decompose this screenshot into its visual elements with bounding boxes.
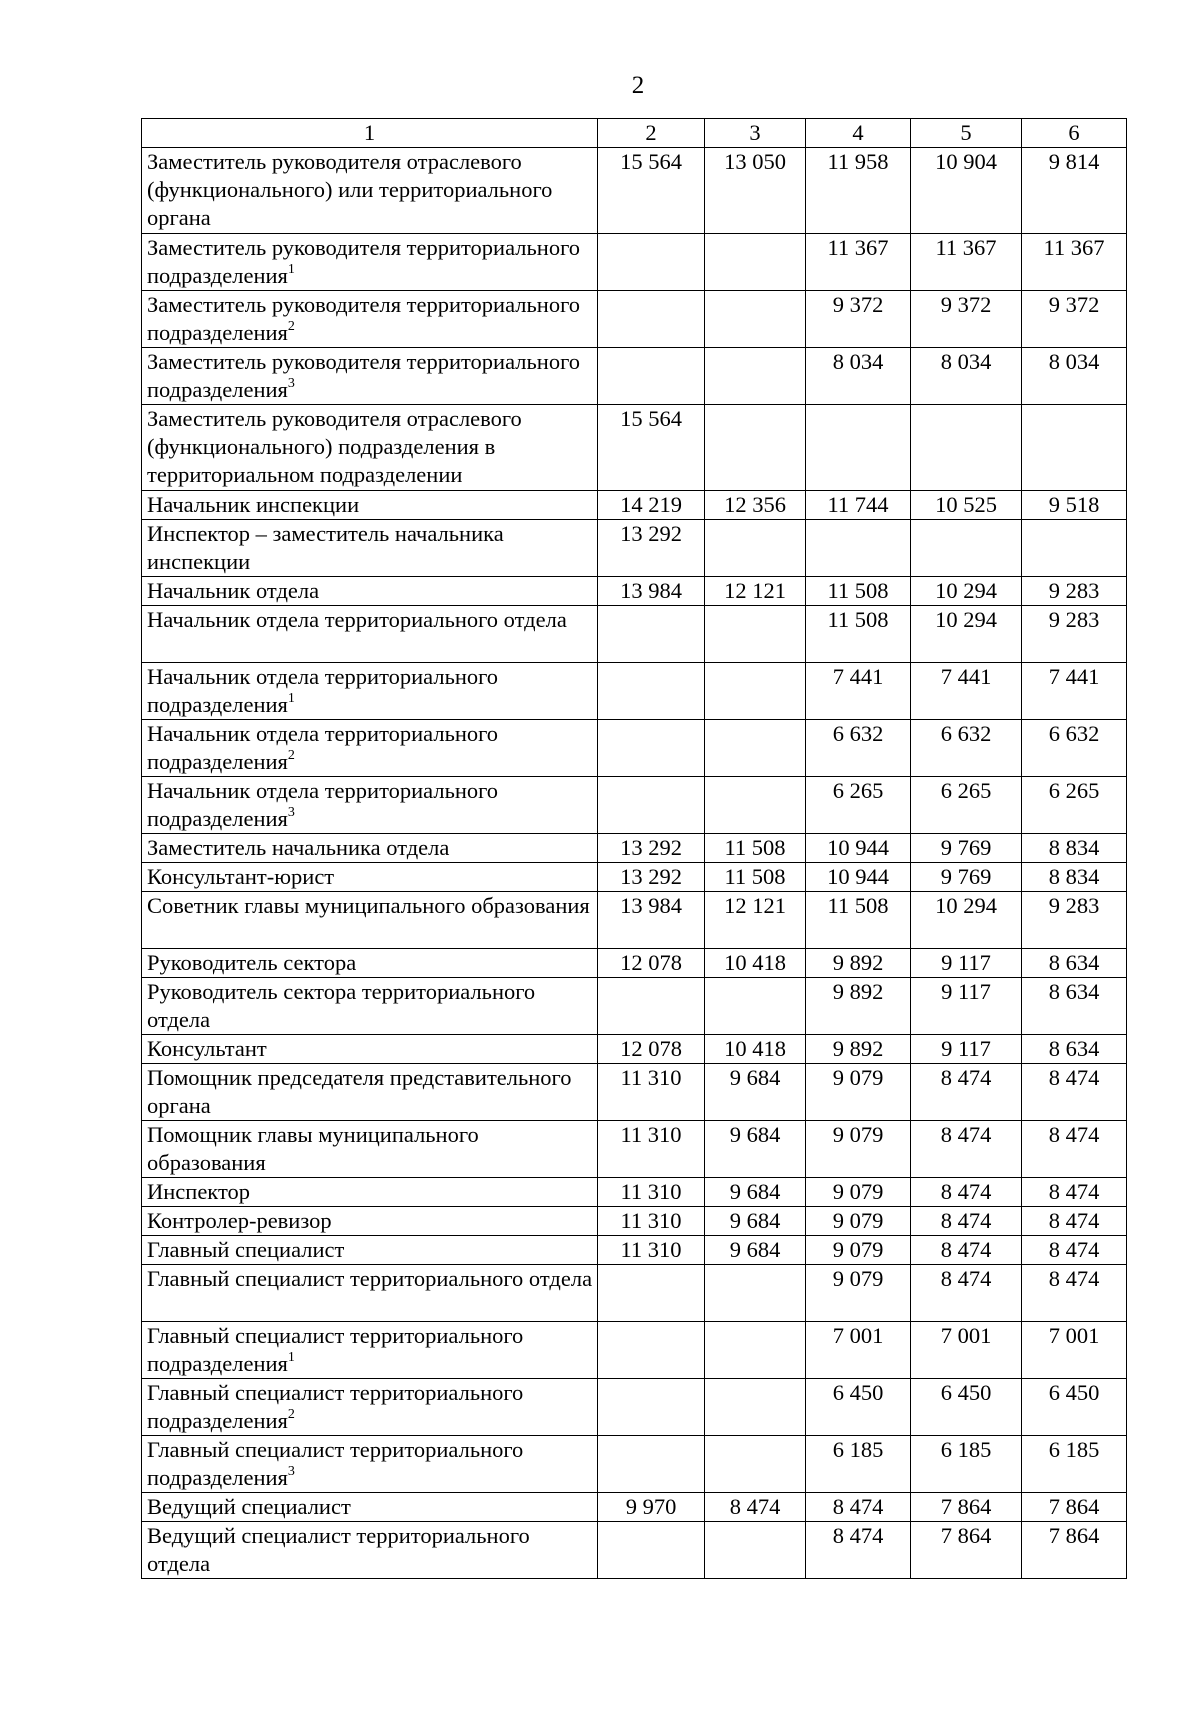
- table-row: [142, 863, 1127, 892]
- salary-cell-col-6: 8 834: [1022, 834, 1127, 863]
- salary-cell-col-6: 7 864: [1022, 1493, 1127, 1522]
- salary-cell-col-3: [705, 1265, 806, 1322]
- salary-cell-col-2: 13 292: [598, 834, 705, 863]
- table-row: [142, 1493, 1127, 1522]
- salary-cell-col-4: 9 892: [806, 1035, 911, 1064]
- table-row: [142, 405, 1127, 491]
- salary-cell-col-5: 9 117: [911, 978, 1022, 1035]
- position-name-text: Главный специалист территориального подразделения: [147, 1380, 524, 1433]
- position-name-text: Помощник главы муниципального образования: [147, 1122, 479, 1175]
- salary-cell-col-5: 10 294: [911, 892, 1022, 949]
- salary-cell-col-2: [598, 663, 705, 720]
- salary-cell-col-5: 6 450: [911, 1379, 1022, 1436]
- salary-cell-col-3: 9 684: [705, 1178, 806, 1207]
- footnote-marker: 1: [287, 691, 295, 706]
- position-name-text: Контролер-ревизор: [147, 1208, 332, 1233]
- position-name-text: Заместитель руководителя территориального подразделения: [147, 349, 580, 402]
- salary-cell-col-4: 6 632: [806, 720, 911, 777]
- salary-cell-col-3: [705, 606, 806, 663]
- position-name-text: Советник главы муниципального образования: [147, 893, 590, 918]
- salary-cell-col-2: [598, 234, 705, 291]
- position-name: [142, 405, 598, 491]
- salary-cell-col-5: 8 474: [911, 1064, 1022, 1121]
- column-number-1: 1: [142, 119, 598, 148]
- salary-cell-col-6: 7 001: [1022, 1322, 1127, 1379]
- salary-cell-col-6: [1022, 405, 1127, 491]
- position-name-text: Начальник отдела территориального подразделения: [147, 664, 499, 717]
- salary-cell-col-5: 7 001: [911, 1322, 1022, 1379]
- salary-cell-col-5: 6 265: [911, 777, 1022, 834]
- salary-cell-col-3: 9 684: [705, 1121, 806, 1178]
- table-row: [142, 1436, 1127, 1493]
- position-name: [142, 892, 598, 949]
- header-row: [142, 119, 1127, 148]
- salary-cell-col-2: 9 970: [598, 1493, 705, 1522]
- salary-cell-col-4: 11 744: [806, 491, 911, 520]
- salary-cell-col-3: [705, 978, 806, 1035]
- position-name: [142, 978, 598, 1035]
- position-name: [142, 1236, 598, 1265]
- salary-cell-col-6: 8 474: [1022, 1064, 1127, 1121]
- position-name: [142, 148, 598, 234]
- salary-cell-col-3: 11 508: [705, 834, 806, 863]
- salary-cell-col-2: [598, 606, 705, 663]
- salary-cell-col-5: [911, 520, 1022, 577]
- position-name: [142, 291, 598, 348]
- position-name: [142, 606, 598, 663]
- salary-cell-col-4: 6 450: [806, 1379, 911, 1436]
- salary-cell-col-6: 7 441: [1022, 663, 1127, 720]
- salary-cell-col-2: 15 564: [598, 148, 705, 234]
- table-row: [142, 1178, 1127, 1207]
- position-name: [142, 1121, 598, 1178]
- salary-cell-col-5: 9 372: [911, 291, 1022, 348]
- table-row: [142, 348, 1127, 405]
- salary-cell-col-3: [705, 663, 806, 720]
- salary-cell-col-3: 12 121: [705, 892, 806, 949]
- salary-cell-col-6: 8 474: [1022, 1236, 1127, 1265]
- table-row: [142, 491, 1127, 520]
- salary-cell-col-6: 8 474: [1022, 1178, 1127, 1207]
- position-name-text: Руководитель сектора территориального отдела: [147, 979, 536, 1032]
- salary-cell-col-2: [598, 291, 705, 348]
- salary-cell-col-4: 6 185: [806, 1436, 911, 1493]
- position-name: [142, 863, 598, 892]
- position-name-text: Начальник отдела территориального подразделения: [147, 778, 499, 831]
- table-row: [142, 1035, 1127, 1064]
- salary-cell-col-2: 14 219: [598, 491, 705, 520]
- salary-cell-col-4: 9 079: [806, 1121, 911, 1178]
- table-row: [142, 1236, 1127, 1265]
- salary-cell-col-5: 10 294: [911, 606, 1022, 663]
- position-name: [142, 1035, 598, 1064]
- position-name-text: Инспектор – заместитель начальника инспекции: [147, 521, 504, 574]
- salary-cell-col-4: 8 034: [806, 348, 911, 405]
- position-name-text: Начальник отдела территориального подразделения: [147, 721, 499, 774]
- salary-cell-col-5: 9 769: [911, 863, 1022, 892]
- salary-cell-col-6: 8 034: [1022, 348, 1127, 405]
- table-row: [142, 1522, 1127, 1579]
- table-row: [142, 663, 1127, 720]
- salary-table: [141, 118, 1127, 1579]
- position-name: [142, 1178, 598, 1207]
- salary-cell-col-2: [598, 348, 705, 405]
- position-name: [142, 1265, 598, 1322]
- salary-cell-col-6: 8 834: [1022, 863, 1127, 892]
- salary-cell-col-3: [705, 720, 806, 777]
- table-row: [142, 777, 1127, 834]
- table-row: [142, 1265, 1127, 1322]
- salary-cell-col-6: 9 283: [1022, 577, 1127, 606]
- salary-cell-col-5: 6 632: [911, 720, 1022, 777]
- position-name-text: Главный специалист: [147, 1237, 345, 1262]
- salary-cell-col-4: 9 079: [806, 1265, 911, 1322]
- column-number-5: 5: [911, 119, 1022, 148]
- position-name-text: Заместитель руководителя отраслевого (функционального) подразделения в территориальном подразделении: [147, 406, 522, 487]
- salary-cell-col-6: [1022, 520, 1127, 577]
- salary-cell-col-2: 12 078: [598, 949, 705, 978]
- table-row: [142, 1322, 1127, 1379]
- position-name-text: Заместитель руководителя территориального подразделения: [147, 235, 580, 288]
- position-name: [142, 577, 598, 606]
- salary-cell-col-2: [598, 1265, 705, 1322]
- table-row: [142, 606, 1127, 663]
- salary-cell-col-6: 7 864: [1022, 1522, 1127, 1579]
- salary-cell-col-5: 10 525: [911, 491, 1022, 520]
- salary-cell-col-5: 8 474: [911, 1236, 1022, 1265]
- salary-cell-col-6: 9 814: [1022, 148, 1127, 234]
- table-header: [142, 119, 1127, 148]
- salary-cell-col-2: 12 078: [598, 1035, 705, 1064]
- salary-cell-col-3: [705, 1379, 806, 1436]
- salary-cell-col-4: 10 944: [806, 834, 911, 863]
- column-number-6: 6: [1022, 119, 1127, 148]
- salary-cell-col-3: 10 418: [705, 949, 806, 978]
- position-name: [142, 1379, 598, 1436]
- footnote-marker: 2: [287, 1407, 295, 1422]
- table-row: [142, 291, 1127, 348]
- salary-cell-col-6: 6 450: [1022, 1379, 1127, 1436]
- salary-cell-col-4: [806, 405, 911, 491]
- salary-cell-col-2: 11 310: [598, 1178, 705, 1207]
- salary-cell-col-3: 13 050: [705, 148, 806, 234]
- salary-cell-col-5: 8 034: [911, 348, 1022, 405]
- position-name: [142, 491, 598, 520]
- salary-cell-col-2: [598, 777, 705, 834]
- column-number-2: 2: [598, 119, 705, 148]
- salary-cell-col-6: 6 632: [1022, 720, 1127, 777]
- salary-cell-col-3: [705, 1436, 806, 1493]
- table-row: [142, 949, 1127, 978]
- salary-cell-col-3: 12 121: [705, 577, 806, 606]
- table-row: [142, 1207, 1127, 1236]
- salary-cell-col-6: 8 474: [1022, 1121, 1127, 1178]
- footnote-marker: 1: [287, 1350, 295, 1365]
- salary-cell-col-4: 7 441: [806, 663, 911, 720]
- salary-cell-col-2: [598, 1322, 705, 1379]
- position-name: [142, 1064, 598, 1121]
- salary-cell-col-4: 7 001: [806, 1322, 911, 1379]
- salary-cell-col-4: 9 079: [806, 1236, 911, 1265]
- table-row: [142, 148, 1127, 234]
- salary-cell-col-6: 8 634: [1022, 978, 1127, 1035]
- salary-cell-col-3: [705, 234, 806, 291]
- position-name: [142, 663, 598, 720]
- salary-cell-col-3: [705, 777, 806, 834]
- table-row: [142, 1064, 1127, 1121]
- position-name-text: Ведущий специалист территориального отдела: [147, 1523, 530, 1576]
- table-row: [142, 1379, 1127, 1436]
- salary-cell-col-6: 8 634: [1022, 949, 1127, 978]
- position-name-text: Руководитель сектора: [147, 950, 357, 975]
- salary-cell-col-6: 9 283: [1022, 892, 1127, 949]
- salary-cell-col-4: 11 367: [806, 234, 911, 291]
- footnote-marker: 2: [287, 748, 295, 763]
- salary-cell-col-3: 9 684: [705, 1207, 806, 1236]
- salary-cell-col-4: 10 944: [806, 863, 911, 892]
- column-number-3: 3: [705, 119, 806, 148]
- position-name-text: Заместитель начальника отдела: [147, 835, 450, 860]
- position-name-text: Заместитель руководителя территориального подразделения: [147, 292, 580, 345]
- salary-cell-col-3: 11 508: [705, 863, 806, 892]
- salary-cell-col-5: 8 474: [911, 1121, 1022, 1178]
- salary-cell-col-3: 8 474: [705, 1493, 806, 1522]
- salary-cell-col-4: 11 958: [806, 148, 911, 234]
- salary-cell-col-3: 12 356: [705, 491, 806, 520]
- salary-cell-col-3: [705, 1522, 806, 1579]
- salary-cell-col-6: 9 372: [1022, 291, 1127, 348]
- salary-cell-col-5: 8 474: [911, 1207, 1022, 1236]
- footnote-marker: 3: [287, 805, 295, 820]
- table-body: [142, 148, 1127, 1579]
- position-name: [142, 720, 598, 777]
- salary-cell-col-3: [705, 1322, 806, 1379]
- salary-cell-col-4: 8 474: [806, 1493, 911, 1522]
- salary-cell-col-4: 11 508: [806, 606, 911, 663]
- salary-cell-col-2: 13 984: [598, 892, 705, 949]
- position-name-text: Консультант-юрист: [147, 864, 335, 889]
- salary-cell-col-2: 11 310: [598, 1121, 705, 1178]
- salary-cell-col-6: 6 265: [1022, 777, 1127, 834]
- position-name: [142, 520, 598, 577]
- position-name-text: Главный специалист территориального подразделения: [147, 1437, 524, 1490]
- salary-cell-col-6: 11 367: [1022, 234, 1127, 291]
- salary-cell-col-2: 13 292: [598, 863, 705, 892]
- position-name: [142, 234, 598, 291]
- salary-cell-col-5: 9 769: [911, 834, 1022, 863]
- salary-cell-col-5: 6 185: [911, 1436, 1022, 1493]
- salary-cell-col-4: 8 474: [806, 1522, 911, 1579]
- footnote-marker: 1: [287, 262, 295, 277]
- position-name-text: Начальник отдела территориального отдела: [147, 607, 567, 632]
- salary-cell-col-5: 9 117: [911, 949, 1022, 978]
- salary-cell-col-6: 8 634: [1022, 1035, 1127, 1064]
- salary-cell-col-2: [598, 1522, 705, 1579]
- table-row: [142, 834, 1127, 863]
- salary-cell-col-5: [911, 405, 1022, 491]
- table-row: [142, 1121, 1127, 1178]
- salary-cell-col-6: 6 185: [1022, 1436, 1127, 1493]
- salary-cell-col-2: 11 310: [598, 1064, 705, 1121]
- position-name: [142, 1493, 598, 1522]
- position-name-text: Начальник инспекции: [147, 492, 360, 517]
- salary-cell-col-5: 7 864: [911, 1522, 1022, 1579]
- position-name: [142, 834, 598, 863]
- salary-cell-col-5: 8 474: [911, 1265, 1022, 1322]
- page-number: 2: [631, 72, 645, 99]
- salary-cell-col-4: 9 079: [806, 1178, 911, 1207]
- footnote-marker: 2: [287, 319, 295, 334]
- salary-cell-col-2: [598, 978, 705, 1035]
- footnote-marker: 3: [287, 1464, 295, 1479]
- salary-cell-col-4: 6 265: [806, 777, 911, 834]
- position-name: [142, 348, 598, 405]
- table-row: [142, 978, 1127, 1035]
- salary-cell-col-3: [705, 405, 806, 491]
- salary-cell-col-4: 9 892: [806, 949, 911, 978]
- salary-cell-col-2: 13 292: [598, 520, 705, 577]
- position-name-text: Главный специалист территориального подразделения: [147, 1323, 524, 1376]
- salary-cell-col-2: [598, 1379, 705, 1436]
- salary-cell-col-2: 15 564: [598, 405, 705, 491]
- salary-cell-col-6: 8 474: [1022, 1207, 1127, 1236]
- salary-cell-col-2: 11 310: [598, 1207, 705, 1236]
- position-name: [142, 949, 598, 978]
- position-name-text: Главный специалист территориального отдела: [147, 1266, 593, 1291]
- position-name: [142, 1322, 598, 1379]
- position-name-text: Начальник отдела: [147, 578, 320, 603]
- salary-cell-col-5: 11 367: [911, 234, 1022, 291]
- salary-cell-col-5: 7 441: [911, 663, 1022, 720]
- salary-cell-col-5: 9 117: [911, 1035, 1022, 1064]
- salary-cell-col-4: 9 372: [806, 291, 911, 348]
- salary-cell-col-6: 8 474: [1022, 1265, 1127, 1322]
- position-name: [142, 777, 598, 834]
- position-name-text: Консультант: [147, 1036, 267, 1061]
- salary-cell-col-5: 8 474: [911, 1178, 1022, 1207]
- table-row: [142, 892, 1127, 949]
- salary-cell-col-4: 9 079: [806, 1207, 911, 1236]
- salary-cell-col-4: 11 508: [806, 577, 911, 606]
- table-row: [142, 577, 1127, 606]
- salary-cell-col-6: 9 518: [1022, 491, 1127, 520]
- salary-cell-col-4: 9 892: [806, 978, 911, 1035]
- table-row: [142, 520, 1127, 577]
- salary-cell-col-6: 9 283: [1022, 606, 1127, 663]
- salary-cell-col-3: [705, 291, 806, 348]
- salary-cell-col-2: [598, 1436, 705, 1493]
- table-row: [142, 720, 1127, 777]
- position-name: [142, 1436, 598, 1493]
- position-name-text: Заместитель руководителя отраслевого (функционального) или территориального органа: [147, 149, 553, 230]
- salary-cell-col-3: [705, 520, 806, 577]
- position-name-text: Помощник председателя представительного органа: [147, 1065, 572, 1118]
- footnote-marker: 3: [287, 376, 295, 391]
- salary-cell-col-2: 11 310: [598, 1236, 705, 1265]
- salary-cell-col-4: 9 079: [806, 1064, 911, 1121]
- salary-cell-col-5: 10 904: [911, 148, 1022, 234]
- salary-cell-col-2: 13 984: [598, 577, 705, 606]
- salary-cell-col-3: [705, 348, 806, 405]
- salary-cell-col-3: 9 684: [705, 1236, 806, 1265]
- position-name: [142, 1522, 598, 1579]
- position-name-text: Инспектор: [147, 1179, 250, 1204]
- salary-cell-col-4: 11 508: [806, 892, 911, 949]
- position-name: [142, 1207, 598, 1236]
- salary-cell-col-4: [806, 520, 911, 577]
- salary-cell-col-2: [598, 720, 705, 777]
- salary-cell-col-3: 9 684: [705, 1064, 806, 1121]
- table-row: [142, 234, 1127, 291]
- column-number-4: 4: [806, 119, 911, 148]
- position-name-text: Ведущий специалист: [147, 1494, 351, 1519]
- salary-cell-col-3: 10 418: [705, 1035, 806, 1064]
- salary-cell-col-5: 10 294: [911, 577, 1022, 606]
- salary-cell-col-5: 7 864: [911, 1493, 1022, 1522]
